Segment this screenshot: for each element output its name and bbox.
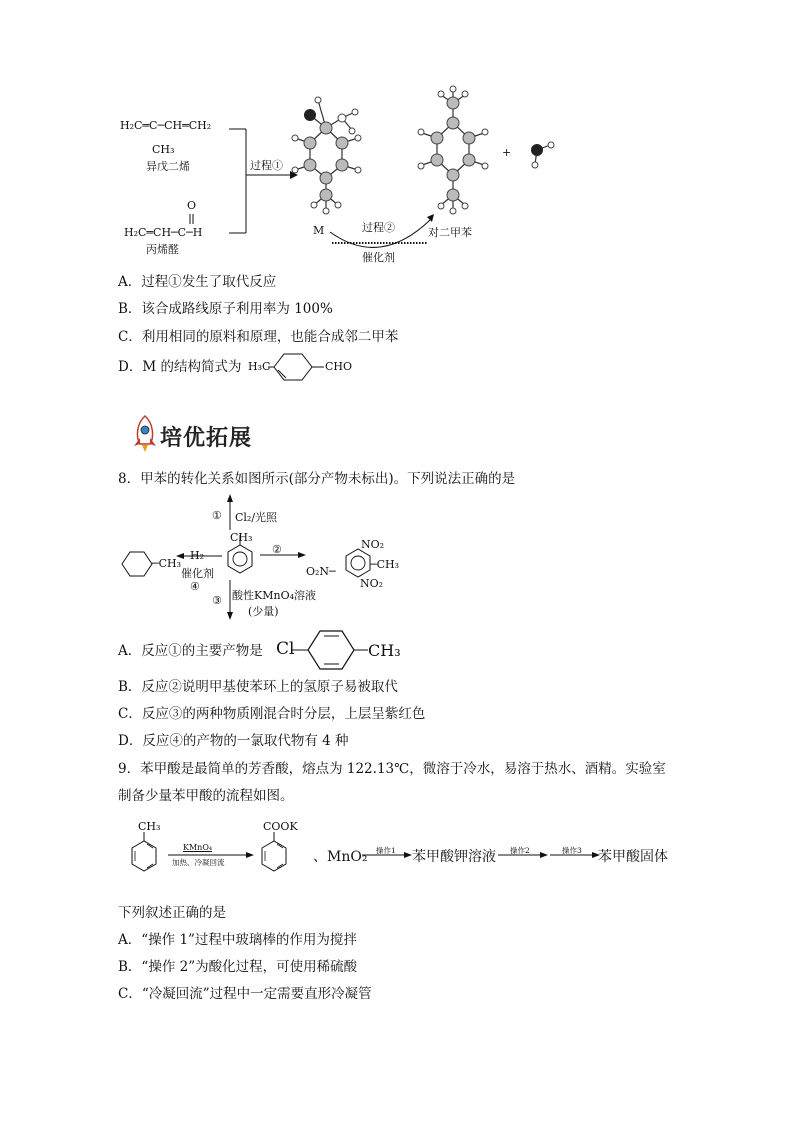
q7-option-b: B．该合成路线原子利用率为 100% (118, 301, 333, 317)
q8-option-a: A．反应①的主要产物是 (118, 643, 263, 659)
product-name: 对二甲苯 (428, 226, 472, 239)
plus-sign: + (502, 146, 512, 159)
q9-option-b: B．“操作 2”为酸化过程，可使用稀硫酸 (118, 959, 358, 975)
acrolein-oxygen: O (187, 199, 197, 212)
solution-label: 苯甲酸钾溶液 (412, 849, 496, 865)
q7-option-c: C．利用相同的原料和原理，也能合成邻二甲苯 (118, 329, 399, 345)
q8-option-d: D．反应④的产物的一氯取代物有 4 种 (118, 733, 349, 749)
q8-option-c: C．反应③的两种物质刚混合时分层，上层呈紫红色 (118, 706, 426, 722)
right-ch3: ─CH₃ (370, 558, 400, 571)
no2-top: NO₂ (361, 538, 385, 551)
q9-ch3: CH₃ (138, 820, 161, 833)
r1-label: ① (212, 509, 222, 522)
r3-condition-2: (少量) (248, 605, 279, 618)
q9-stem-line2: 制备少量苯甲酸的流程如图。 (118, 788, 294, 804)
no2-bottom: NO₂ (360, 577, 384, 590)
r3-condition: 酸性KMnO₄溶液 (232, 589, 316, 602)
q9-after: 下列叙述正确的是 (118, 905, 226, 921)
isoprene-formula: H₂C═C─CH═CH₂ (120, 119, 212, 132)
isoprene-methyl: CH₃ (152, 143, 175, 156)
catalyst-label: 催化剂 (362, 251, 395, 264)
a-ch3: CH₃ (368, 641, 401, 660)
a-cl: Cl (276, 639, 295, 659)
q7-option-d: D．M 的结构简式为 (118, 359, 242, 375)
m-label: M (313, 224, 325, 237)
o2n-group: O₂N─ (306, 565, 336, 578)
m-struct-left: H₃C (248, 360, 271, 373)
solid-label: 苯甲酸固体 (598, 849, 668, 865)
toluene-ch3: CH₃ (230, 531, 253, 544)
op3-label: 操作3 (562, 846, 582, 855)
left-ch3: ─CH₃ (152, 557, 182, 570)
acrolein-name: 丙烯醛 (146, 243, 179, 256)
heat-reflux-label: 加热、冷凝回流 (172, 858, 225, 867)
cyclohexene-ring-structure (268, 350, 328, 384)
rocket-icon (130, 414, 160, 454)
r4-cond-bottom: 催化剂 (181, 567, 214, 580)
op2-label: 操作2 (510, 846, 530, 855)
q9-option-a: A．“操作 1”过程中玻璃棒的作用为搅拌 (118, 932, 357, 948)
q7-scheme-graphic (0, 0, 794, 270)
mno2-label: 、MnO₂ (313, 849, 368, 865)
kmno4-label: KMnO₄ (183, 843, 213, 852)
q9-stem-line1: 9．苯甲酸是最简单的芳香酸，熔点为 122.13℃，微溶于冷水，易溶于热水、酒精。实验室 (118, 761, 666, 777)
process-2-label: 过程② (362, 221, 395, 234)
section-title: 培优拓展 (160, 426, 253, 451)
q9-option-c: C．“冷凝回流”过程中一定需要直形冷凝管 (118, 986, 372, 1002)
cook-label: COOK (263, 820, 298, 833)
process-1-label: 过程① (250, 159, 283, 172)
q8-option-b: B．反应②说明甲基使苯环上的氢原子易被取代 (118, 679, 398, 695)
isoprene-name: 异戊二烯 (146, 160, 190, 173)
p-chlorotoluene-ring-structure (292, 627, 370, 673)
q8-stem: 8．甲苯的转化关系如图所示(部分产物未标出)。下列说法正确的是 (118, 471, 516, 487)
q7-option-a: A．过程①发生了取代反应 (118, 274, 277, 290)
r4-cond-top: H₂ (190, 549, 205, 562)
r3-label: ③ (212, 594, 222, 607)
m-struct-right: CHO (325, 360, 353, 373)
p-xylene-atoms (418, 86, 488, 214)
r4-label: ④ (190, 580, 200, 593)
water-molecule-model (531, 142, 554, 168)
r1-condition: Cl₂/光照 (235, 511, 278, 524)
acrolein-formula: H₂C═CH─C─H (124, 226, 203, 239)
op1-label: 操作1 (376, 846, 396, 855)
r2-label: ② (272, 543, 282, 556)
